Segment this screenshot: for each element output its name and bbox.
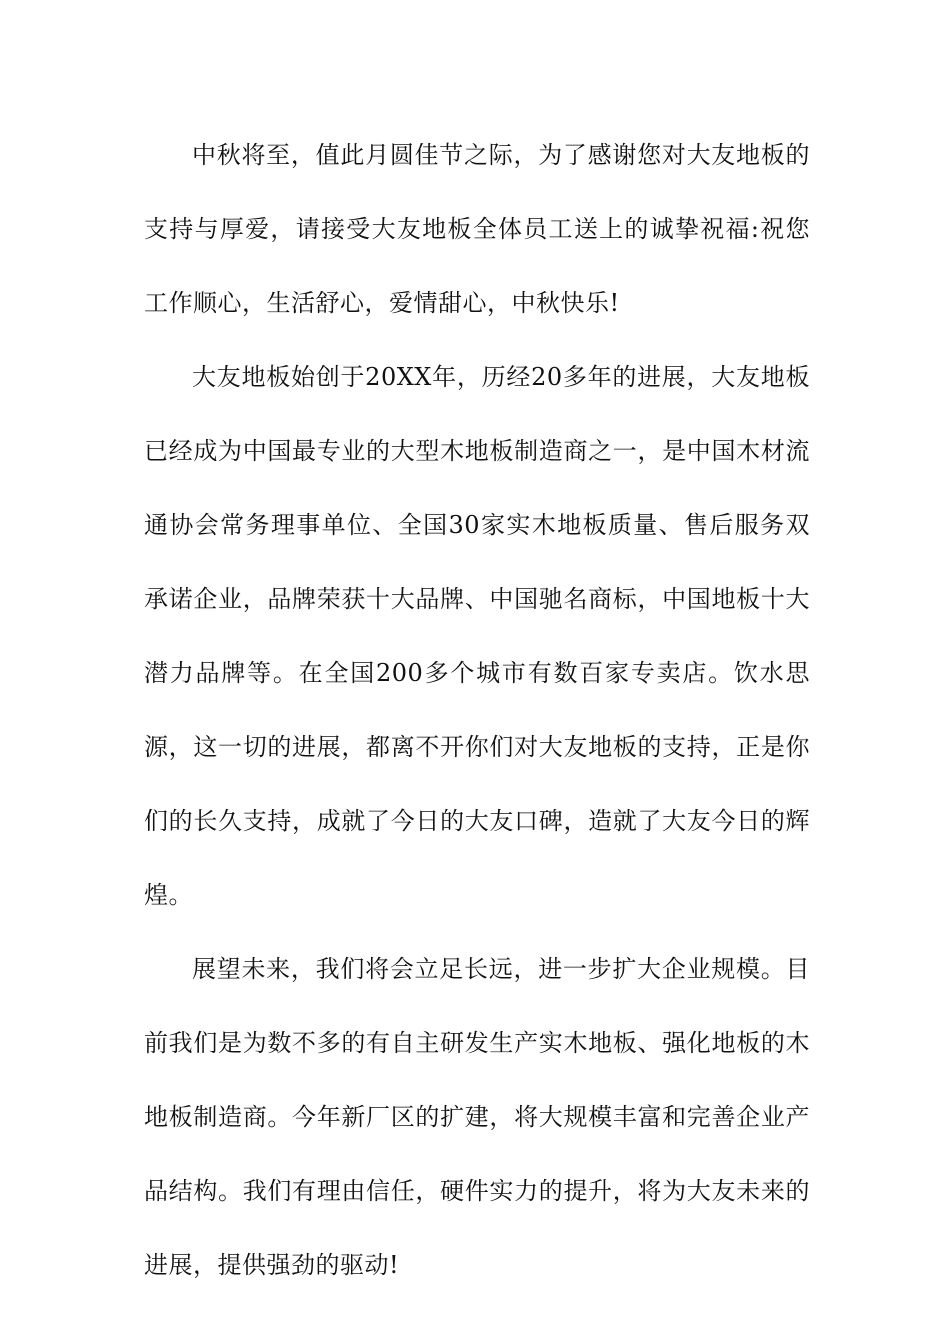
paragraph-future-outlook: 展望未来，我们将会立足长远，进一步扩大企业规模。目前我们是为数不多的有自主研发生产实木地板、强化地板的木地板制造商。今年新厂区的扩建，将大规模丰富和完善企业产品结构。我们有理由信任，硬件实力的提升，将为大友未来的进展，提供强劲的驱动! [144,955,810,1279]
paragraph-greeting: 中秋将至，值此月圆佳节之际，为了感谢您对大友地板的支持与厚爱，请接受大友地板全体员工送上的诚挚祝福:祝您工作顺心，生活舒心，爱情甜心，中秋快乐! [144,141,810,317]
paragraph-company-history: 大友地板始创于20XX年，历经20多年的进展，大友地板已经成为中国最专业的大型木地板制造商之一，是中国木材流通协会常务理事单位、全国30家实木地板质量、售后服务双承诺企业，品牌荣获十大品牌、中国驰名商标，中国地板十大潜力品牌等。在全国200多个城市有数百家专卖店。饮水思源，这一切的进展，都离不开你们对大友地板的支持，正是你们的长久支持，成就了今日的大友口碑，造就了大友今日的辉煌。 [144,363,810,909]
